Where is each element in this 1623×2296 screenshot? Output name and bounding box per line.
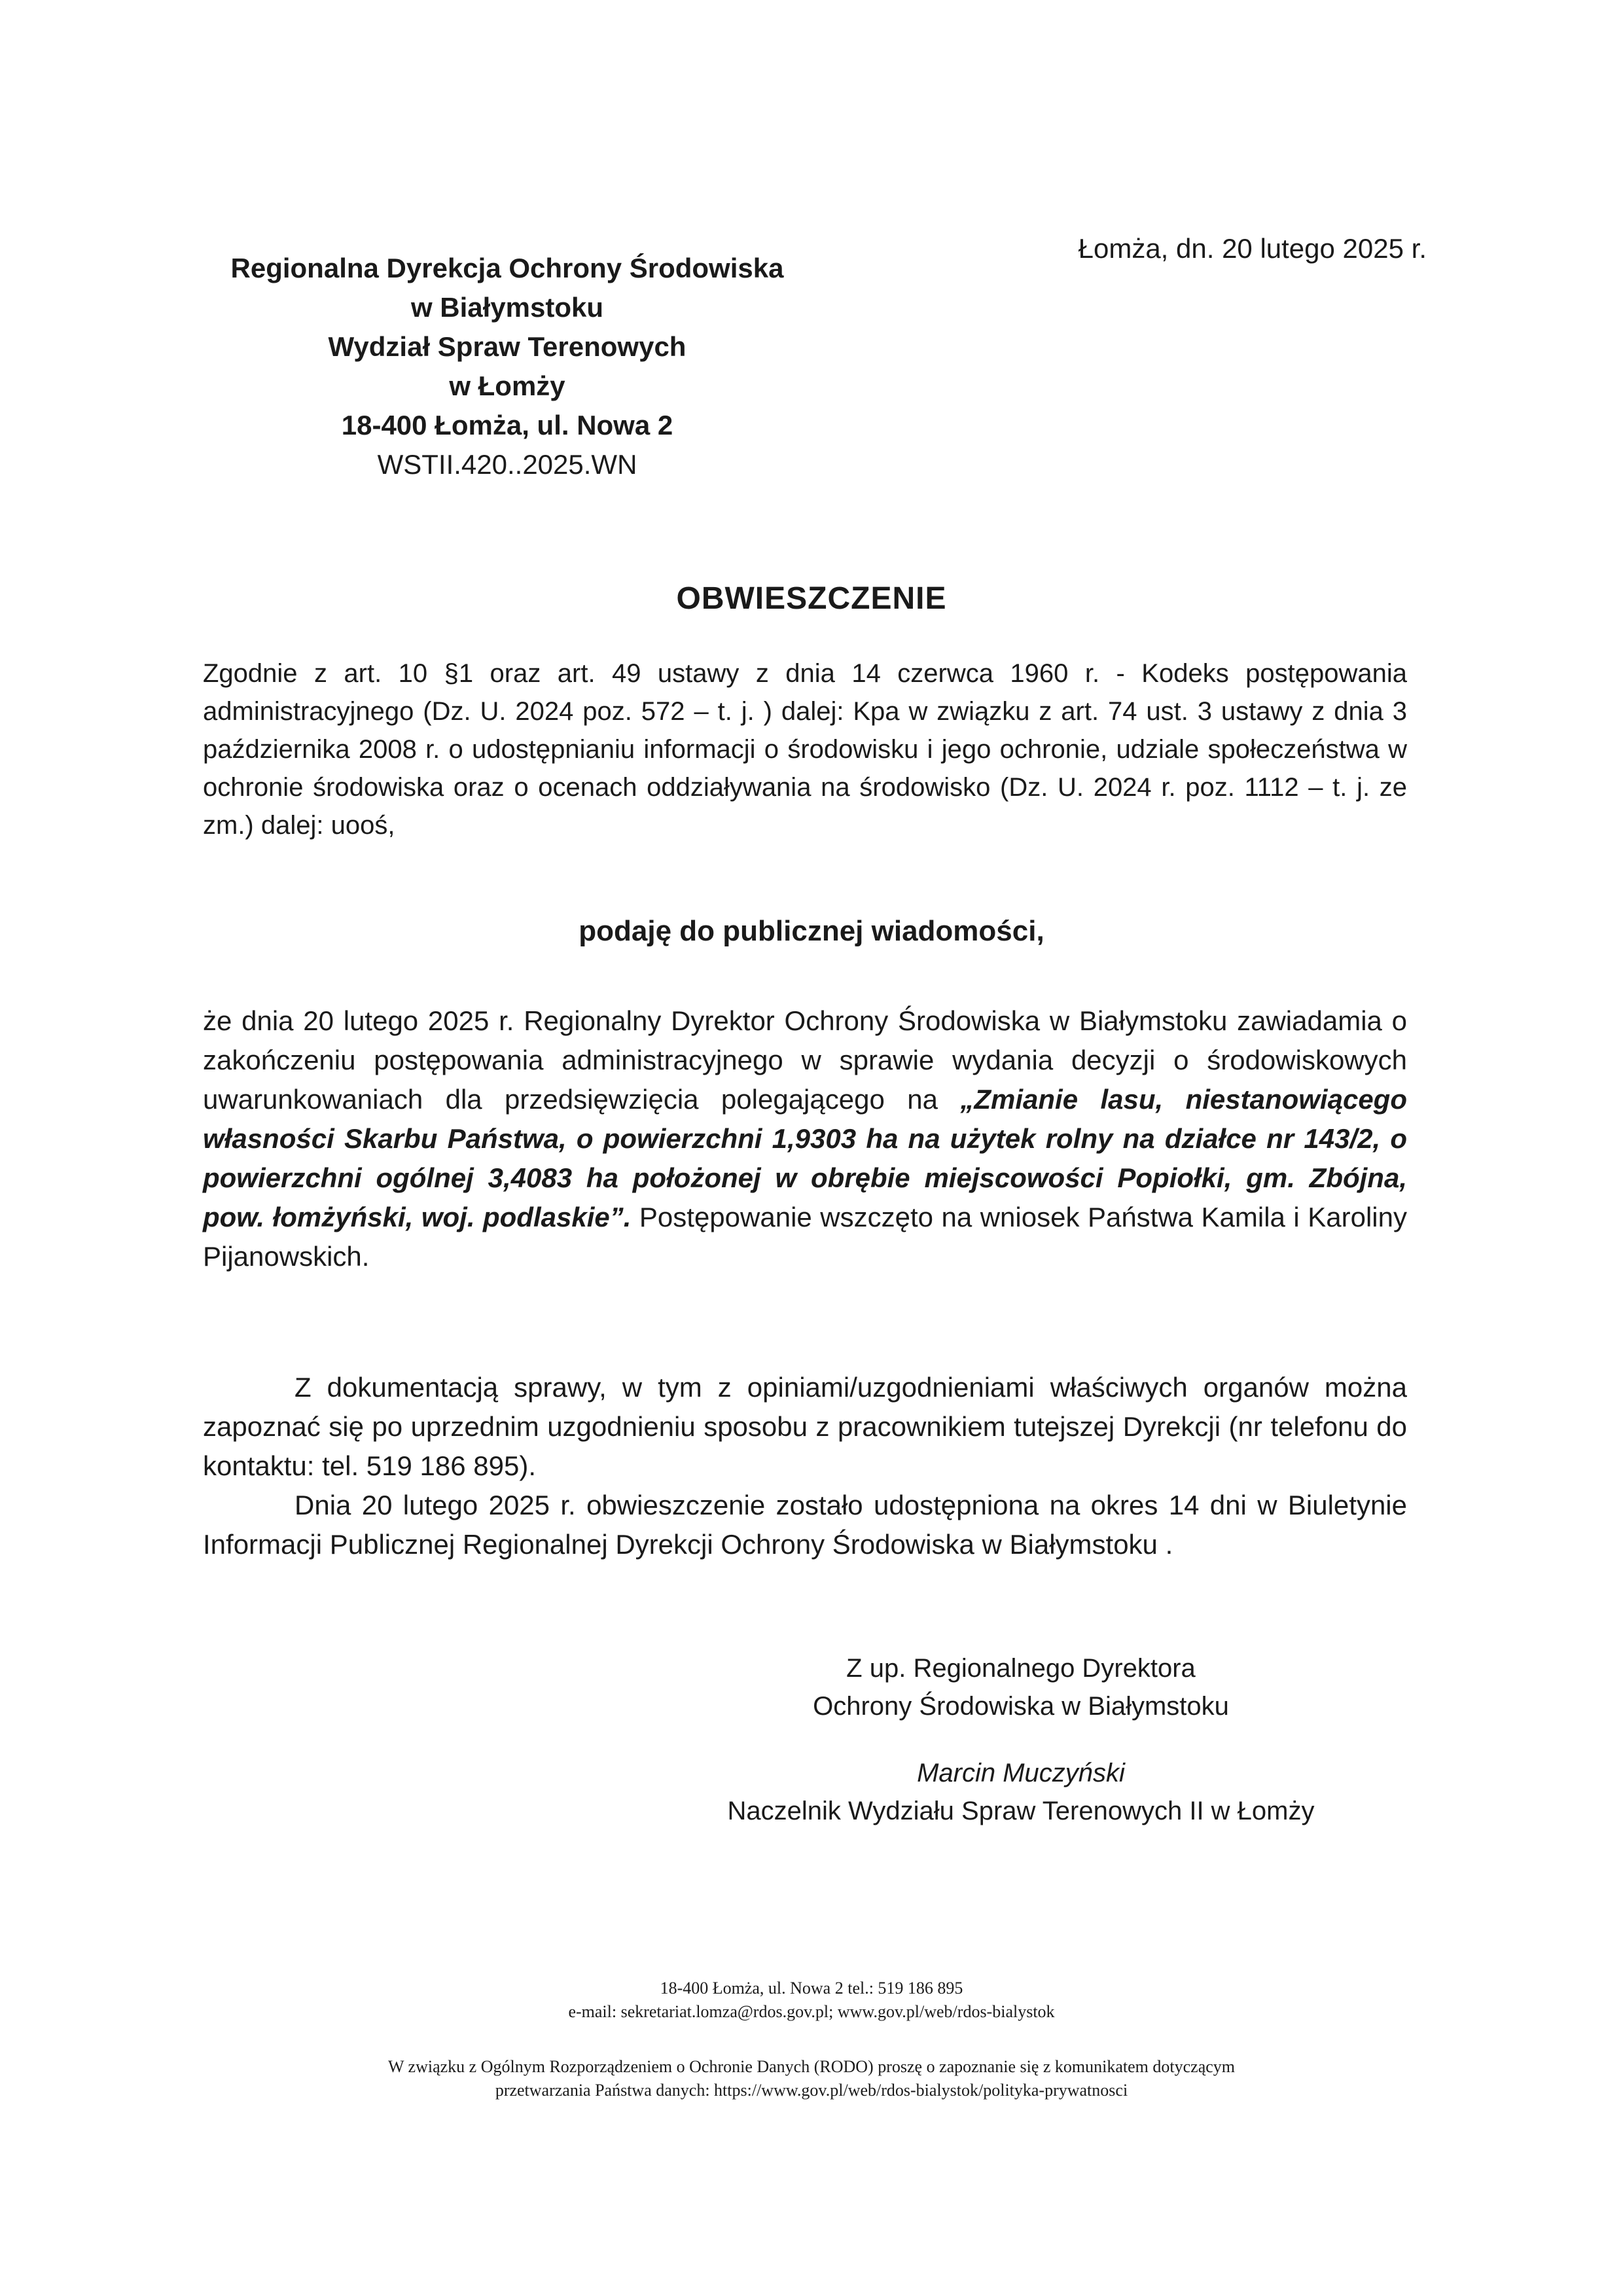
announcement-heading: podaję do publicznej wiadomości, (579, 915, 1044, 947)
sender-line: 18-400 Łomża, ul. Nowa 2 (341, 410, 673, 440)
notice-outro: Postępowanie wszczęto na wniosek Państwa Kamila i Karoliny Pijanowskich. (203, 1202, 1407, 1272)
signature-line: Ochrony Środowiska w Białymstoku (813, 1692, 1229, 1721)
sender-line: w Białymstoku (410, 292, 604, 323)
sender-line: w Łomży (449, 370, 565, 401)
reference-number: WSTII.420..2025.WN (377, 449, 637, 480)
documentation-text: Z dokumentacją sprawy, w tym z opiniami/uzgodnieniami właściwych organów można zapoznać się po uprzednim uzgodnieniu sposobu z pracownikiem tutejszej Dyrekcji (nr telefonu do kontaktu: tel. 519 186 895). (203, 1372, 1407, 1481)
notice-paragraph (203, 1001, 1407, 1276)
footer-gap (0, 2024, 1623, 2055)
documentation-paragraph (203, 1368, 1407, 1486)
publication-paragraph (203, 1486, 1407, 1564)
footer-address: 18-400 Łomża, ul. Nowa 2 tel.: 519 186 895 (660, 1979, 963, 1998)
footer (0, 1977, 1623, 2102)
notice-intro: że dnia 20 lutego 2025 r. Regionalny Dyrektor Ochrony Środowiska w Białymstoku zawiadamia o zakończeniu postępowania administracyjnego w sprawie wydania decyzji o środowiskowych uwarunkowaniach dla przedsięwzięcia polegającego na (203, 1005, 1407, 1115)
signatory-position: Naczelnik Wydziału Spraw Terenowych II w Łomży (727, 1797, 1315, 1825)
signatory-name: Marcin Muczyński (917, 1759, 1125, 1787)
signature-line: Z up. Regionalnego Dyrektora (846, 1654, 1196, 1683)
footer-contact: e-mail: sekretariat.lomza@rdos.gov.pl; www.gov.pl/web/rdos-bialystok (568, 2002, 1055, 2021)
publication-text: Dnia 20 lutego 2025 r. obwieszczenie zostało udostępniona na okres 14 dni w Biuletynie Informacji Publicznej Regionalnej Dyrekcji Ochrony Środowiska w Białymstoku . (203, 1490, 1407, 1560)
footer-rodo: W związku z Ogólnym Rozporządzeniem o Ochronie Danych (RODO) proszę o zapoznanie się z komunikatem dotyczącym (387, 2057, 1235, 2076)
sender-block (196, 249, 818, 484)
sender-line: Wydział Spraw Terenowych (328, 331, 687, 362)
project-description: „Zmianie lasu, niestanowiącego własności Skarbu Państwa, o powierzchni 1,9303 ha na użytek rolny na działce nr 143/2, o powierzchni ogólnej 3,4083 ha położonej w obrębie miejscowości Popiołki, gm. Zbójna, pow. łomżyński, woj. podlaskie”. (203, 1084, 1407, 1232)
footer-rodo: przetwarzania Państwa danych: https://www.gov.pl/web/rdos-bialystok/polityka-prywatnosci (495, 2081, 1128, 2100)
sender-line: Regionalna Dyrekcja Ochrony Środowiska (230, 253, 784, 283)
signature-block (654, 1649, 1387, 1830)
legal-basis-paragraph: Zgodnie z art. 10 §1 oraz art. 49 ustawy z dnia 14 czerwca 1960 r. - Kodeks postępowania administracyjnego (Dz. U. 2024 poz. 572 – t. j. ) dalej: Kpa w związku z art. 74 ust. 3 ustawy z dnia 3 października 2008 r. o udostępnianiu informacji o środowisku i jego ochronie, udziale społeczeństwa w ochronie środowiska oraz o ocenach oddziaływania na środowisko (Dz. U. 2024 r. poz. 1112 – t. j. ze zm.) dalej: uooś, (203, 659, 1407, 840)
document-date: Łomża, dn. 20 lutego 2025 r. (1078, 233, 1427, 264)
document-title: OBWIESZCZENIE (676, 581, 947, 616)
